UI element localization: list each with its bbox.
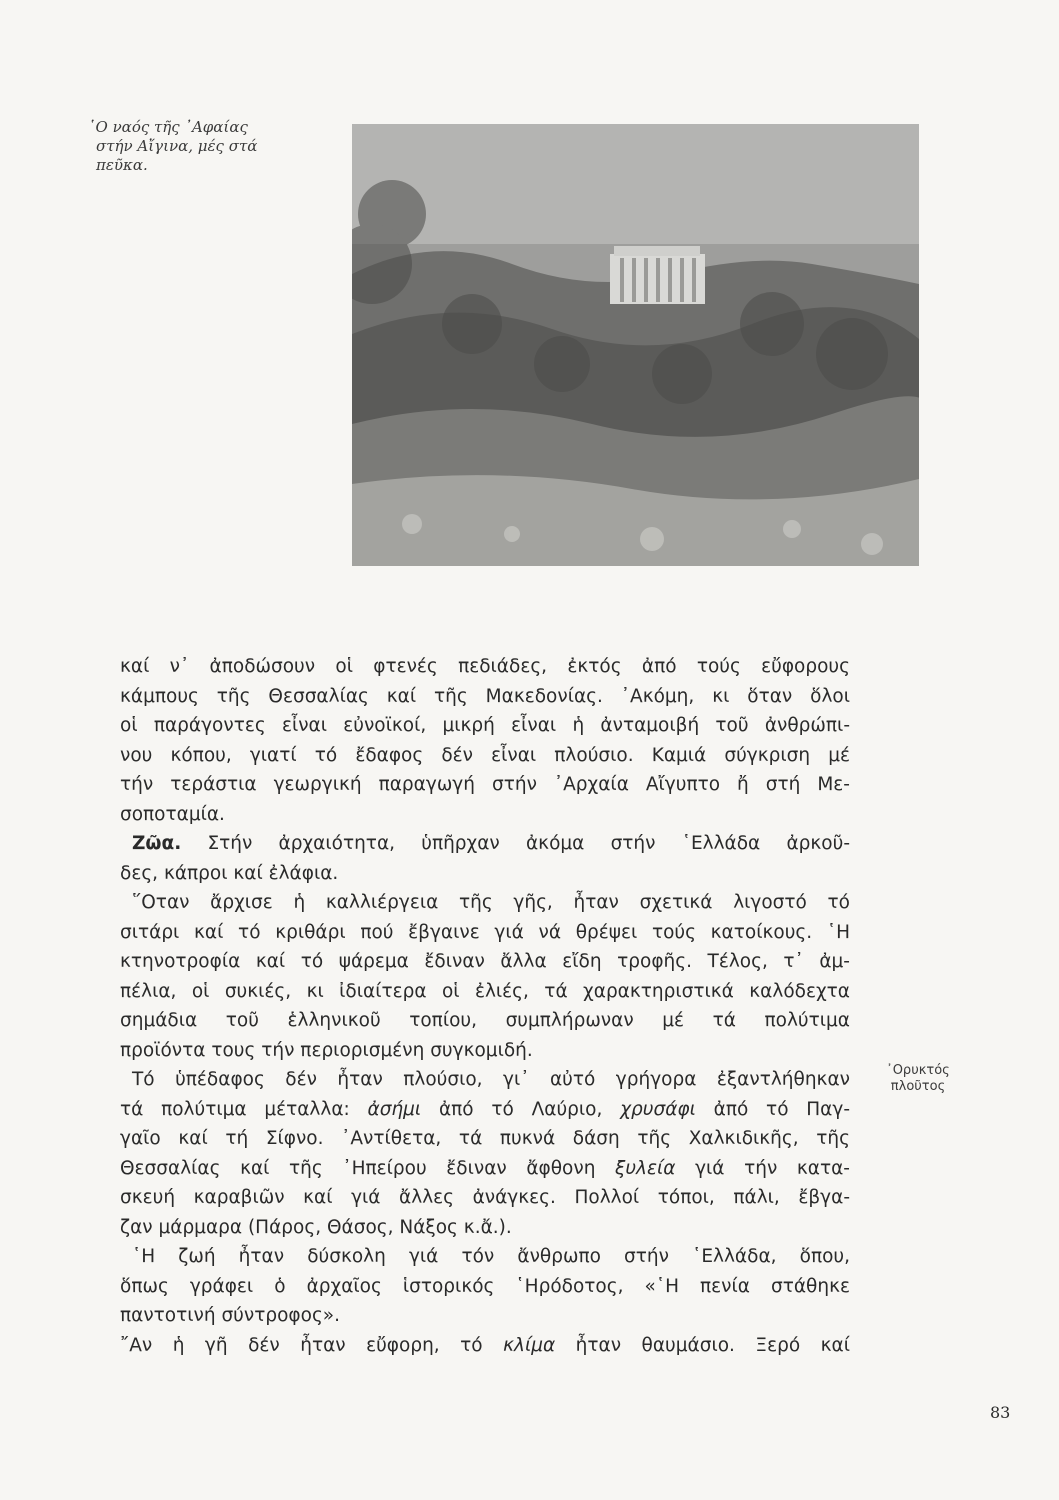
- temple-photo-illustration: [352, 124, 919, 566]
- text-line: [120, 1154, 850, 1184]
- text-fragment: ἀσήμι: [367, 1098, 422, 1120]
- text-line: νου κόπου, γιατί τό ἔδαφος δέν εἶναι πλούσιο. Καμιά σύγκριση μέ: [120, 744, 850, 766]
- photo-caption: [88, 118, 303, 175]
- text-line: προϊόντα τους τήν περιορισμένη συγκομιδή.: [120, 1039, 533, 1061]
- text-line: ῾Η ζωή ἦταν δύσκολη γιά τόν ἄνθρωπο στήν ῾Ελλάδα, ὅπου,: [132, 1246, 850, 1267]
- text-fragment: ῎Αν ἡ γῆ δέν ἦταν εὔφορη, τό: [120, 1334, 504, 1356]
- text-line: οἱ παράγοντες εἶναι εὐνοϊκοί, μικρή εἶναι ἡ ἀνταμοιβή τοῦ ἀνθρώπι-: [120, 715, 850, 736]
- margin-note: [868, 1063, 968, 1095]
- text-line: κτηνοτροφία καί τό ψάρεμα ἔδιναν ἄλλα εἴδη τροφῆς. Τέλος, τ᾿ ἀμ-: [120, 951, 850, 972]
- text-line: πέλια, οἱ συκιές, κι ἰδιαίτερα οἱ ἐλιές, τά χαρακτηριστικά καλόδεχτα: [120, 980, 850, 1002]
- caption-line: πεῦκα.: [96, 156, 148, 174]
- text-line: ζαν μάρμαρα (Πάρος, Θάσος, Νάξος κ.ἄ.).: [120, 1216, 512, 1238]
- text-line: τήν τεράστια γεωργική παραγωγή στήν ᾿Αρχαία Αἴγυπτο ἤ στή Με-: [120, 774, 850, 795]
- text-line: Τό ὑπέδαφος δέν ἦταν πλούσιο, γι᾿ αὐτό γρήγορα ἐξαντλήθηκαν: [132, 1069, 850, 1090]
- text-fragment: ἀπό τό Λαύριο,: [421, 1098, 621, 1120]
- caption-line: στήν Αἴγινα, μές στά: [96, 137, 258, 155]
- text-line: [120, 1331, 850, 1361]
- text-fragment: κλίμα: [503, 1334, 556, 1356]
- margin-note-line: ᾿Ορυκτός: [886, 1063, 950, 1078]
- text-fragment: Θεσσαλίας καί τῆς ᾿Ηπείρου ἔδιναν ἄφθονη: [120, 1157, 616, 1179]
- text-line: καί ν᾿ ἀποδώσουν οἱ φτενές πεδιάδες, ἐκτός ἀπό τούς εὔφορους: [120, 656, 850, 677]
- text-fragment: γιά τήν κατα-: [675, 1157, 850, 1179]
- text-line: σοποταμία.: [120, 803, 225, 825]
- text-fragment: ἀπό τό Παγ-: [695, 1098, 851, 1120]
- text-fragment: Στήν ἀρχαιότητα, ὑπῆρχαν ἀκόμα στήν ῾Ελλάδα ἀρκοῦ-: [181, 833, 850, 854]
- text-line: γαῖο καί τή Σίφνο. ᾿Αντίθετα, τά πυκνά δάση τῆς Χαλκιδικῆς, τῆς: [120, 1128, 850, 1149]
- text-line: κάμπους τῆς Θεσσαλίας καί τῆς Μακεδονίας. ᾿Ακόμη, κι ὅταν ὅλοι: [120, 685, 850, 707]
- body-text: [120, 652, 850, 1360]
- page-number: 83: [990, 1403, 1011, 1422]
- section-heading-animals: Ζῶα.: [132, 833, 182, 854]
- text-line: [120, 829, 850, 859]
- text-line: σκευή καραβιῶν καί γιά ἄλλες ἀνάγκες. Πολλοί τόποι, πάλι, ἔβγα-: [120, 1187, 850, 1208]
- text-line: παντοτινή σύντροφος».: [120, 1305, 341, 1326]
- text-line: σημάδια τοῦ ἑλληνικοῦ τοπίου, συμπλήρωναν μέ τά πολύτιμα: [120, 1010, 850, 1031]
- temple-photo: [352, 124, 919, 566]
- text-fragment: ἦταν θαυμάσιο. Ξερό καί: [555, 1334, 850, 1356]
- text-line: δες, κάπροι καί ἐλάφια.: [120, 862, 339, 884]
- text-fragment: τά πολύτιμα μέταλλα:: [120, 1098, 368, 1120]
- margin-note-line: πλοῦτος: [890, 1079, 946, 1094]
- text-line: σιτάρι καί τό κριθάρι πού ἔβγαινε γιά νά θρέψει τούς κατοίκους. ῾Η: [120, 921, 850, 943]
- text-fragment: χρυσάφι: [620, 1098, 696, 1120]
- text-line: ῞Οταν ἄρχισε ἡ καλλιέργεια τῆς γῆς, ἦταν σχετικά λιγοστό τό: [132, 892, 850, 913]
- text-fragment: ξυλεία: [615, 1157, 676, 1179]
- caption-line: ῾Ο ναός τῆς ᾿Αφαίας: [88, 118, 248, 136]
- text-line: ὅπως γράφει ὁ ἀρχαῖος ἱστορικός ῾Ηρόδοτος, «῾Η πενία στάθηκε: [120, 1275, 850, 1297]
- text-line: [120, 1095, 850, 1125]
